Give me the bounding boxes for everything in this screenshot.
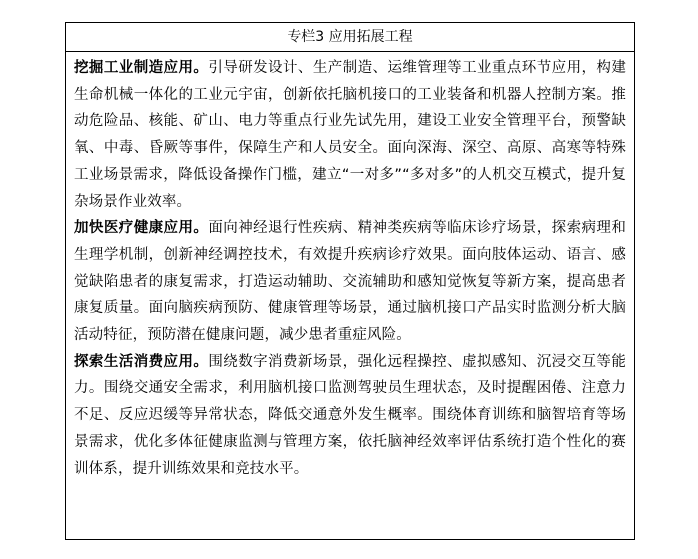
paragraph-lead: 探索生活消费应用。 [74,353,209,370]
paragraph-text: 引导研发设计、生产制造、运维管理等工业重点环节应用，构建生命机械一体化的工业元宇宙，创新依托脑机接口的工业装备和机器人控制方案。推动危险品、核能、矿山、电力等重点行业先试先用，建设工业安全管理平台，预警缺氧、中毒、昏厥等事件，保障生产和人员安全。面向深海、深空、高原、高寒等特殊工业场景需求，降低设备操作门槛，建立“一对多”“多对多”的人机交互模式，提升复杂场景作业效率。 [74,60,626,210]
box-title: 专栏3 应用拓展工程 [66,23,634,52]
paragraph-industrial [74,55,626,215]
feature-box [65,22,635,540]
paragraph-lead: 加快医疗健康应用。 [74,220,209,237]
paragraph-medical [74,215,626,349]
paragraph-lead: 挖掘工业制造应用。 [74,60,209,76]
paragraph-text: 面向神经退行性疾病、精神类疾病等临床诊疗场景，探索病理和生理学机制，创新神经调控技术，有效提升疾病诊疗效果。面向肢体运动、语言、感觉缺陷患者的康复需求，打造运动辅助、交流辅助和感知觉恢复等新方案，提高患者康复质量。面向脑疾病预防、健康管理等场景，通过脑机接口产品实时监测分析大脑活动特征，预防潜在健康问题，减少患者重症风险。 [74,220,626,344]
paragraph-consumer [74,349,626,483]
paragraph-text: 围绕数字消费新场景，强化远程操控、虚拟感知、沉浸交互等能力。围绕交通安全需求，利用脑机接口监测驾驶员生理状态，及时提醒困倦、注意力不足、反应迟缓等异常状态，降低交通意外发生概率。围绕体育训练和脑智培育等场景需求，优化多体征健康监测与管理方案，依托脑神经效率评估系统打造个性化的赛训体系，提升训练效果和竞技水平。 [74,353,626,477]
box-body [66,52,634,482]
